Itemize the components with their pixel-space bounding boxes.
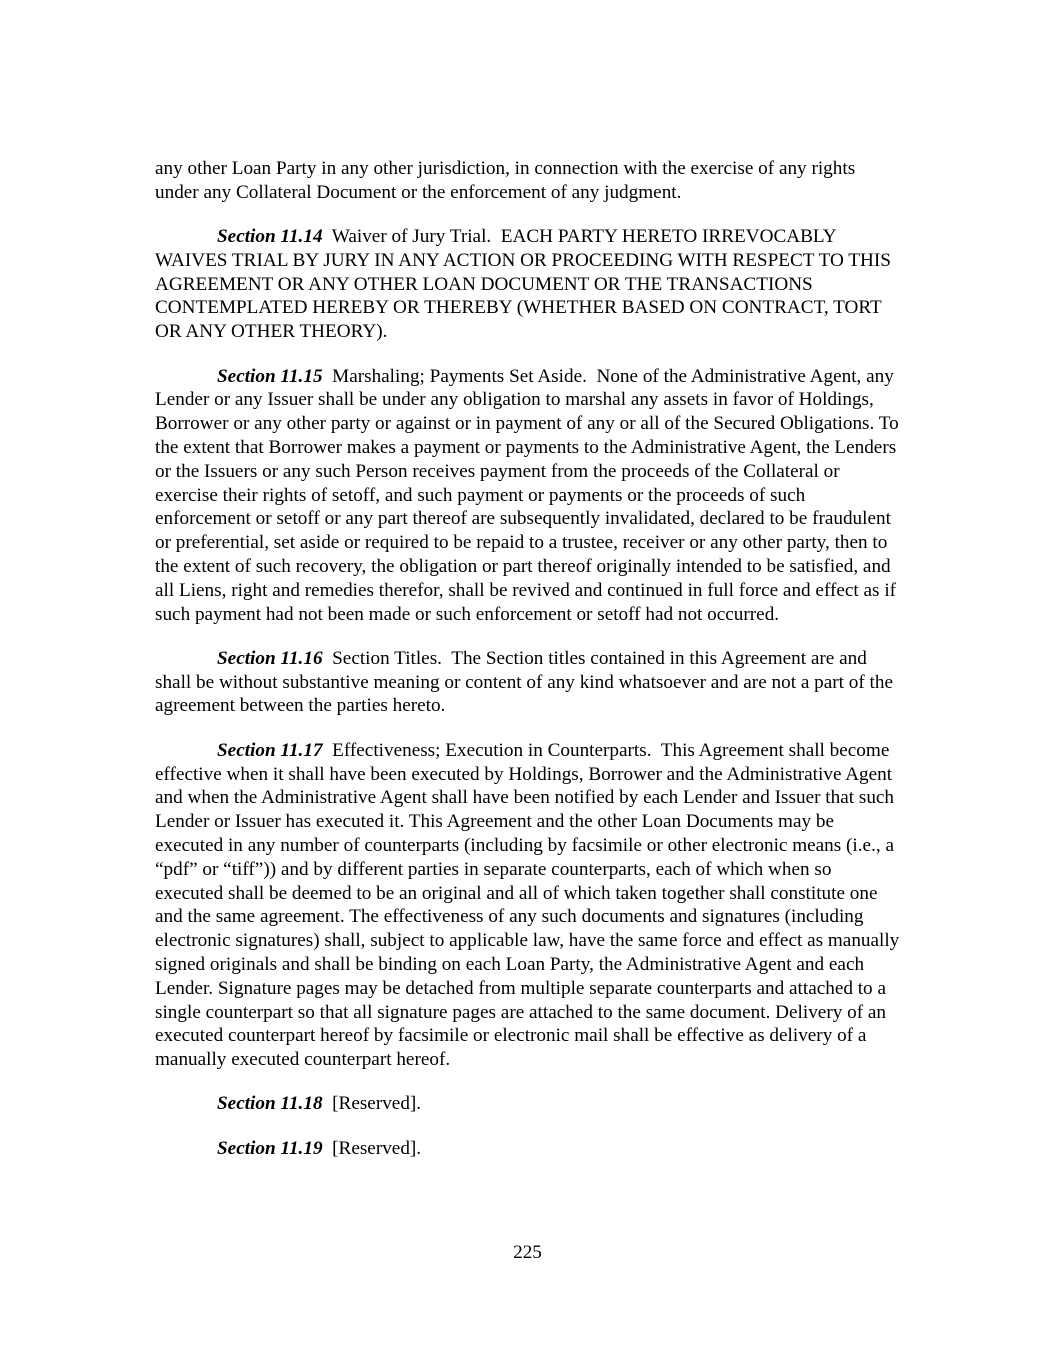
- section-11-14: [155, 225, 903, 344]
- section-title: Waiver of Jury Trial.: [331, 226, 492, 248]
- section-body: This Agreement shall become effective when it shall have been executed by Holdings, Borrower and the Administrative Agent and when the Administrative Agent shall have been notified by each Lender and Issuer that such Lender or Issuer has executed it. This Agreement and the other Loan Documents may be executed in any number of counterparts (including by facsimile or other electronic means (i.e., a “pdf” or “tiff”)) and by different parties in separate counterparts, each of which when so executed shall be deemed to be an original and all of which taken together shall constitute one and the same agreement. The effectiveness of any such documents and signatures (including electronic signatures) shall, subject to applicable law, have the same force and effect as manually signed originals and shall be binding on each Loan Party, the Administrative Agent and each Lender. Signature pages may be detached from multiple separate counterparts and attached to a single counterpart so that all signature pages are attached to the same document. Delivery of an executed counterpart hereof by facsimile or electronic mail shall be effective as delivery of a manually executed counterpart hereof.: [155, 739, 900, 1071]
- section-title: Marshaling; Payments Set Aside.: [332, 365, 587, 387]
- section-body: The Section titles contained in this Agreement are and shall be without substantive meaning or content of any kind whatsoever and are not a part of the agreement between the parties hereto.: [155, 647, 893, 717]
- section-number: Section 11.16: [217, 647, 323, 669]
- section-11-18: [155, 1092, 903, 1116]
- section-title: Effectiveness; Execution in Counterparts.: [332, 739, 652, 761]
- section-title: [Reserved].: [332, 1093, 422, 1115]
- section-body: EACH PARTY HERETO IRREVOCABLY WAIVES TRIAL BY JURY IN ANY ACTION OR PROCEEDING WITH RESPECT TO THIS AGREEMENT OR ANY OTHER LOAN DOCUMENT OR THE TRANSACTIONS CONTEMPLATED HEREBY OR THEREBY (WHETHER BASED ON CONTRACT, TORT OR ANY OTHER THEORY).: [155, 226, 891, 343]
- section-title: [Reserved].: [332, 1137, 422, 1159]
- section-number: Section 11.17: [217, 739, 323, 761]
- section-number: Section 11.15: [217, 365, 323, 387]
- section-body: None of the Administrative Agent, any Lender or any Issuer shall be under any obligation to marshal any assets in favor of Holdings, Borrower or any other party or against or in payment of any or all of the Secured Obligations. To the extent that Borrower makes a payment or payments to the Administrative Agent, the Lenders or the Issuers or any such Person receives payment from the proceeds of the Collateral or exercise their rights of setoff, and such payment or payments or the proceeds of such enforcement or setoff or any part thereof are subsequently invalidated, declared to be fraudulent or preferential, set aside or required to be repaid to a trustee, receiver or any other party, then to the extent of such recovery, the obligation or part thereof originally intended to be satisfied, and all Liens, right and remedies therefor, shall be revived and continued in full force and effect as if such payment had not been made or such enforcement or setoff had not occurred.: [155, 365, 899, 625]
- section-number: Section 11.14: [217, 226, 323, 248]
- document-body: [155, 157, 903, 1181]
- section-11-17: [155, 739, 903, 1072]
- section-number: Section 11.18: [217, 1093, 323, 1115]
- page-number: 225: [513, 1242, 542, 1263]
- intro-paragraph: any other Loan Party in any other jurisdiction, in connection with the exercise of any rights under any Collateral Document or the enforcement of any judgment.: [155, 158, 856, 203]
- section-number: Section 11.19: [217, 1137, 323, 1159]
- section-11-16: [155, 647, 903, 718]
- section-11-19: [155, 1137, 903, 1161]
- section-title: Section Titles.: [332, 647, 442, 669]
- section-11-15: [155, 365, 903, 627]
